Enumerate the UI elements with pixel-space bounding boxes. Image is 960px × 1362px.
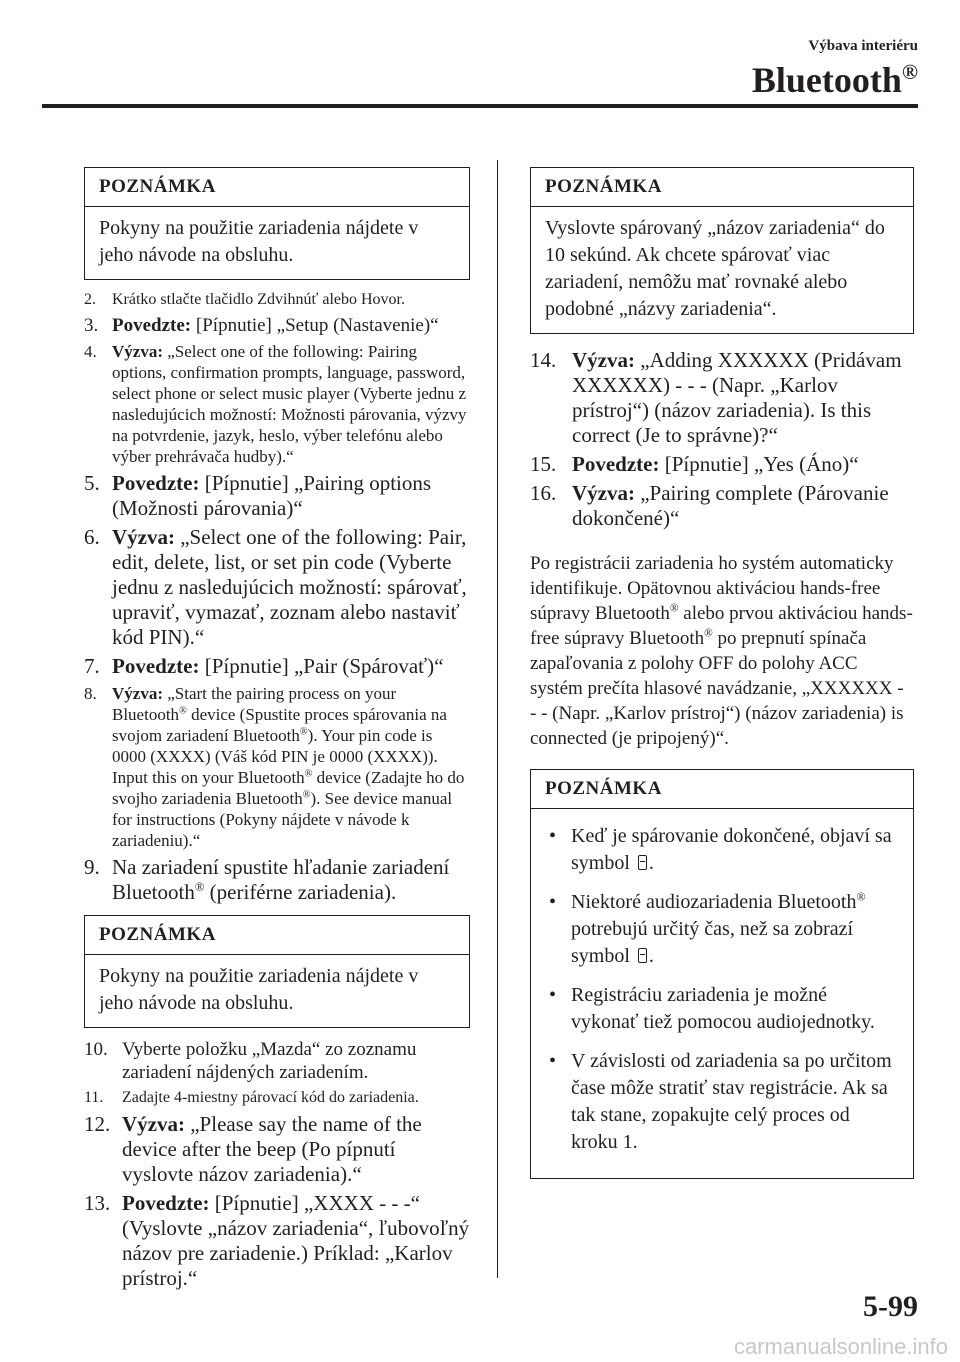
device-symbol-icon	[638, 948, 647, 963]
note-title: POZNÁMKA	[531, 168, 913, 207]
step-text: Výzva: „Please say the name of the device after the beep (Po pípnutí vyslovte názov zariadenia).“	[122, 1112, 422, 1186]
step-text: Výzva: „Start the pairing process on your Bluetooth® device (Spustite proces spárovania na svojom zariadení Bluetooth®). Your pin code is 0000 (XXXX) (Váš kód PIN je 0000 (XXXX)). Input this on your Bluetooth® device (Zadajte ho do svojho zariadenia Bluetooth®). See device manual for instructions (Pokyny nájdete v návode k zariadeniu).“	[112, 684, 465, 850]
registered-mark: ®	[704, 627, 713, 640]
page-number: 5-99	[863, 1290, 918, 1323]
step-text: Vyberte položku „Mazda“ zo zoznamu zariadení nájdených zariadením.	[122, 1039, 417, 1083]
device-symbol-icon	[638, 855, 647, 870]
registered-mark: ®	[901, 60, 918, 84]
step-text: Krátko stlačte tlačidlo Zdvihnúť alebo Hovor.	[112, 291, 405, 308]
step-text: Výzva: „Select one of the following: Pairing options, confirmation prompts, language, password, select phone or select music player (Vyberte jednu z nasledujúcich možností: Možnosti párovania, výzvy na potvrdenie, jazyk, heslo, výber telefónu alebo výber prehrávača hudby).“	[112, 342, 467, 466]
step-number: 15.	[530, 452, 557, 476]
step-item	[84, 1191, 470, 1291]
step-text: Výzva: „Adding XXXXXX (Pridávam XXXXXX) - - - (Napr. „Karlov prístroj“) (názov zariadenia). Is this correct (Je to správne)?“	[572, 348, 902, 447]
note-bullet: • Niektoré audiozariadenia Bluetooth® potrebujú určitý čas, než sa zobrazí symbol .	[545, 889, 899, 970]
step-number: 4.	[84, 342, 97, 361]
step-item	[84, 654, 470, 679]
step-number: 12.	[84, 1112, 111, 1136]
step-number: 8.	[84, 684, 97, 703]
note-body: Pokyny na použitie zariadenia nájdete v jeho návode na obsluhu.	[99, 217, 419, 266]
header-rule	[42, 104, 918, 108]
note-body: Vyslovte spárovaný „názov zariadenia“ do 10 sekúnd. Ak chcete spárovať viac zariadení, nemôžu mať rovnaké alebo podobné „názvy zariadenia“.	[545, 217, 885, 320]
watermark-text: carmanualsonline.info	[733, 1334, 948, 1359]
registered-mark: ®	[669, 602, 679, 615]
registered-mark: ®	[299, 726, 308, 738]
step-text: Povedzte: [Pípnutie] „XXXX - - -“ (Vyslovte „názov zariadenia“, ľubovoľný názov pre zariadenie.) Príklad: „Karlov prístroj.“	[122, 1191, 470, 1290]
body-paragraph: Po registrácii zariadenia ho systém automaticky identifikuje. Opätovnou aktiváciou hands-free súpravy Bluetooth® alebo prvou aktiváciou hands-free súpravy Bluetooth® po prepnutí spínača zapaľovania z polohy OFF do polohy ACC systém prečíta hlasové navádzanie, „XXXXXX - - - (Napr. „Karlov prístroj“) (názov zariadenia) is connected (je pripojený)“.	[530, 553, 913, 749]
step-number: 5.	[84, 471, 100, 495]
note-box	[530, 167, 914, 334]
step-number: 11.	[84, 1089, 104, 1106]
step-number: 14.	[530, 348, 557, 372]
step-number: 2.	[84, 291, 96, 308]
note-box	[84, 915, 470, 1028]
step-number: 10.	[84, 1039, 108, 1060]
note-title: POZNÁMKA	[531, 770, 913, 809]
step-item	[84, 341, 470, 467]
step-number: 6.	[84, 525, 100, 549]
registered-mark: ®	[194, 880, 205, 894]
step-item	[84, 1038, 470, 1084]
registered-mark: ®	[179, 705, 187, 717]
note-bullet: • Keď je spárovanie dokončené, objaví sa symbol .	[545, 823, 899, 877]
step-text: Zadajte 4-miestny párovací kód do zariadenia.	[122, 1089, 419, 1106]
note-title: POZNÁMKA	[85, 168, 469, 207]
left-column	[84, 167, 470, 1295]
registered-mark: ®	[302, 789, 311, 801]
step-item	[530, 348, 914, 448]
step-text: Povedzte: [Pípnutie] „Pairing options (Možnosti párovania)“	[112, 471, 432, 520]
step-item	[84, 314, 470, 337]
note-body: Pokyny na použitie zariadenia nájdete v jeho návode na obsluhu.	[99, 965, 419, 1014]
step-number: 9.	[84, 855, 100, 879]
right-column	[530, 167, 914, 1189]
step-number: 7.	[84, 654, 100, 678]
column-divider	[497, 160, 498, 1278]
step-text: Na zariadení spustite hľadanie zariadení Bluetooth® (periférne zariadenia).	[112, 855, 450, 904]
page-title-text: Bluetooth	[751, 60, 902, 100]
step-item	[84, 855, 470, 905]
step-item	[84, 290, 470, 310]
step-item	[84, 1112, 470, 1187]
step-text: Výzva: „Pairing complete (Párovanie dokončené)“	[572, 481, 889, 530]
note-title: POZNÁMKA	[85, 916, 469, 955]
registered-mark: ®	[304, 768, 313, 780]
step-text: Povedzte: [Pípnutie] „Pair (Spárovať)“	[112, 654, 444, 678]
step-text: Povedzte: [Pípnutie] „Yes (Áno)“	[572, 452, 859, 476]
step-item	[84, 525, 470, 650]
steps-list	[84, 290, 470, 905]
note-bullet-list	[531, 809, 913, 1178]
steps-list	[530, 348, 914, 531]
registered-mark: ®	[856, 889, 866, 904]
step-item	[530, 452, 914, 477]
step-item	[84, 683, 470, 851]
note-box	[84, 167, 470, 280]
note-bullet: • V závislosti od zariadenia sa po určitom čase môže stratiť stav registrácie. Ak sa tak stane, zopakujte celý proces od kroku 1.	[545, 1048, 899, 1156]
step-number: 13.	[84, 1191, 111, 1215]
step-text: Výzva: „Select one of the following: Pair, edit, delete, list, or set pin code (Vyberte jednu z nasledujúcich možností: spárovať, upraviť, vymazať, zoznam alebo nastaviť kód PIN).“	[112, 525, 467, 649]
step-text: Povedzte: [Pípnutie] „Setup (Nastavenie)“	[112, 315, 439, 336]
step-item	[530, 481, 914, 531]
steps-list	[84, 1038, 470, 1291]
note-box	[530, 769, 914, 1179]
section-label: Výbava interiéru	[808, 38, 918, 54]
step-number: 16.	[530, 481, 557, 505]
step-item	[84, 471, 470, 521]
step-number: 3.	[84, 315, 99, 336]
step-item	[84, 1088, 470, 1108]
page-title	[752, 58, 918, 102]
note-bullet: • Registráciu zariadenia je možné vykonať tiež pomocou audiojednotky.	[545, 982, 899, 1036]
